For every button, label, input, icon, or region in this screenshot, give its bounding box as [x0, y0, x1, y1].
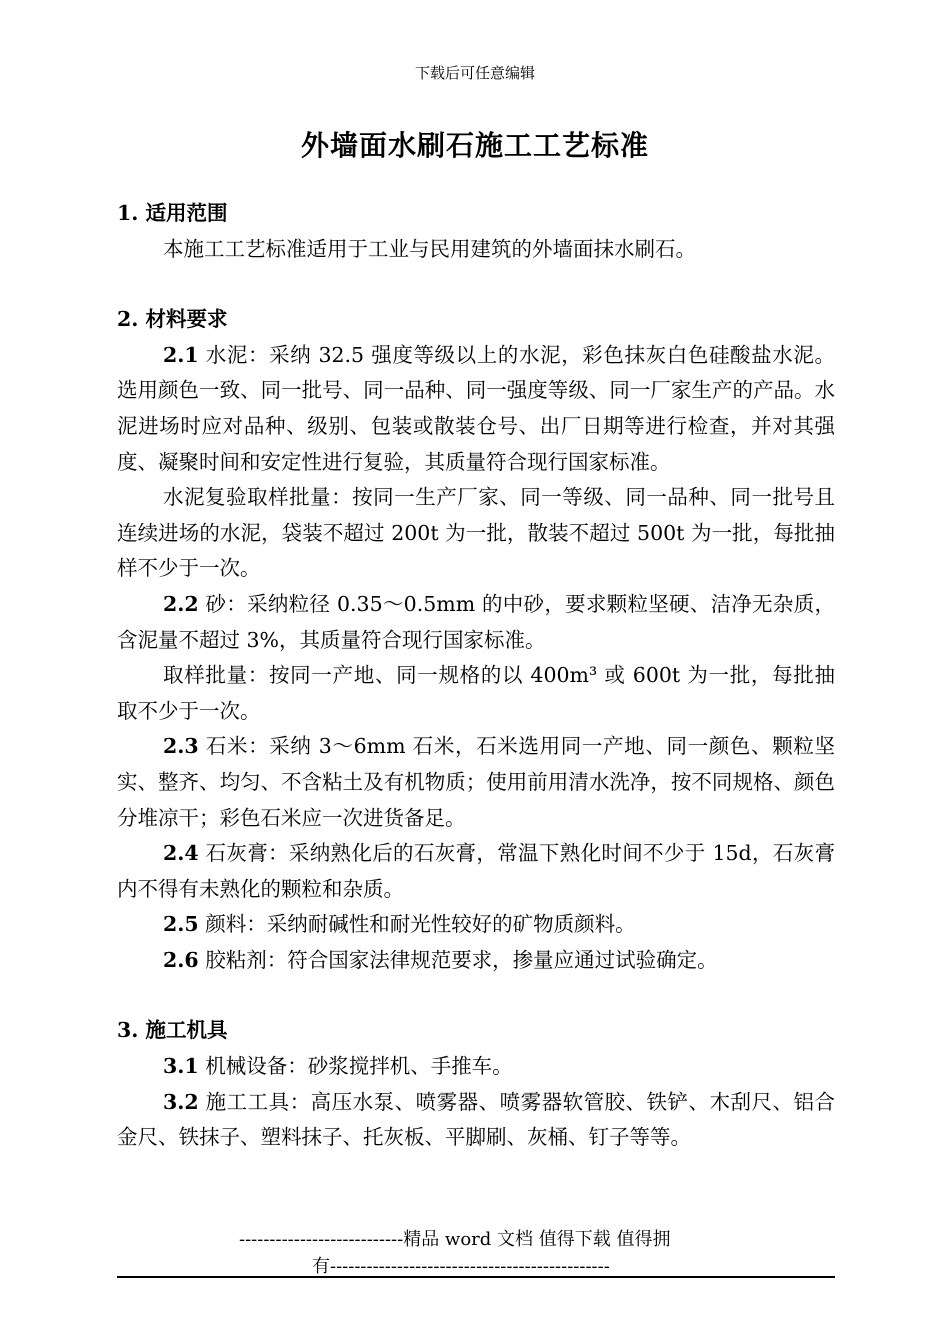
paragraph-text: 水泥：采纳 32.5 强度等级以上的水泥，彩色抹灰白色硅酸盐水泥。选用颜色一致、同一批号、同一品种、同一强度等级、同一厂家生产的产品。水泥进场时应对品种、级别、包装或散装仓号、出厂日期等进行检查，并对其强度、凝聚时间和安定性进行复验，其质量符合现行国家标准。 [117, 342, 835, 474]
paragraph-text: 砂：采纳粒径 0.35～0.5mm 的中砂，要求颗粒坚硬、洁净无杂质，含泥量不超过 3%，其质量符合现行国家标准。 [117, 591, 835, 652]
paragraph-text: 机械设备：砂浆搅拌机、手推车。 [198, 1054, 513, 1079]
paragraph [117, 480, 835, 587]
section-1 [117, 196, 835, 267]
paragraph-number: 3.2 [163, 1089, 199, 1114]
paragraph [117, 729, 835, 836]
section-heading: 3. 施工机具 [117, 1018, 228, 1043]
paragraph-text: 施工工具：高压水泵、喷雾器、喷雾器软管胶、铁铲、木刮尺、铝合金尺、铁抹子、塑料抹子、托灰板、平脚刷、灰桶、钉子等等。 [117, 1089, 835, 1150]
paragraph-text: 石米：采纳 3～6mm 石米，石米选用同一产地、同一颜色、颗粒坚实、整齐、均匀、不含粘土及有机物质；使用前用清水洗净，按不同规格、颜色分堆凉干；彩色石米应一次进货备足。 [117, 734, 835, 830]
paragraph-text: 水泥复验取样批量：按同一生产厂家、同一等级、同一品种、同一批号且连续进场的水泥，袋装不超过 200t 为一批，散装不超过 500t 为一批，每批抽样不少于一次。 [117, 485, 835, 581]
paragraph-number: 2.2 [163, 591, 199, 616]
paragraph-text: 颜料：采纳耐碱性和耐光性较好的矿物质颜料。 [198, 912, 636, 937]
paragraph-number: 2.6 [163, 947, 199, 972]
paragraph-number: 2.4 [163, 841, 199, 866]
paragraph [117, 658, 835, 729]
page-footer [117, 1226, 835, 1280]
paragraph-text: 胶粘剂：符合国家法律规范要求，掺量应通过试验确定。 [198, 947, 718, 972]
header-note: 下载后可任意编辑 [414, 64, 535, 82]
paragraph-text: 石灰膏：采纳熟化后的石灰膏，常温下熟化时间不少于 15d，石灰膏内不得有未熟化的颗粒和杂质。 [117, 841, 835, 901]
section-heading: 1. 适用范围 [117, 201, 228, 225]
paragraph-number: 2.3 [163, 734, 199, 759]
document-body [117, 196, 835, 1156]
footer-text-line1: ---------------------------精品 word 文档 值得下载 值得拥 [239, 1229, 671, 1250]
paragraph [117, 907, 835, 943]
paragraph [117, 943, 835, 979]
section-3 [117, 1013, 835, 1155]
paragraph [117, 1085, 835, 1156]
paragraph-number: 3.1 [163, 1054, 199, 1079]
paragraph [117, 587, 835, 658]
paragraph-text: 本施工工艺标准适用于工业与民用建筑的外墙面抹水刷石。 [163, 236, 696, 261]
footer-text-line2: 有---------------------------------------------- [312, 1256, 610, 1277]
section-2 [117, 302, 835, 978]
paragraph [117, 232, 835, 268]
section-heading: 2. 材料要求 [117, 307, 228, 332]
paragraph-text: 取样批量：按同一产地、同一规格的以 400m³ 或 600t 为一批，每批抽取不少于一次。 [117, 663, 835, 723]
paragraph [117, 1049, 835, 1085]
document-title: 外墙面水刷石施工工艺标准 [300, 129, 649, 162]
paragraph [117, 338, 835, 480]
paragraph-number: 2.5 [163, 912, 199, 937]
paragraph-number: 2.1 [163, 342, 199, 367]
paragraph [117, 836, 835, 907]
footer-divider [117, 1276, 835, 1278]
